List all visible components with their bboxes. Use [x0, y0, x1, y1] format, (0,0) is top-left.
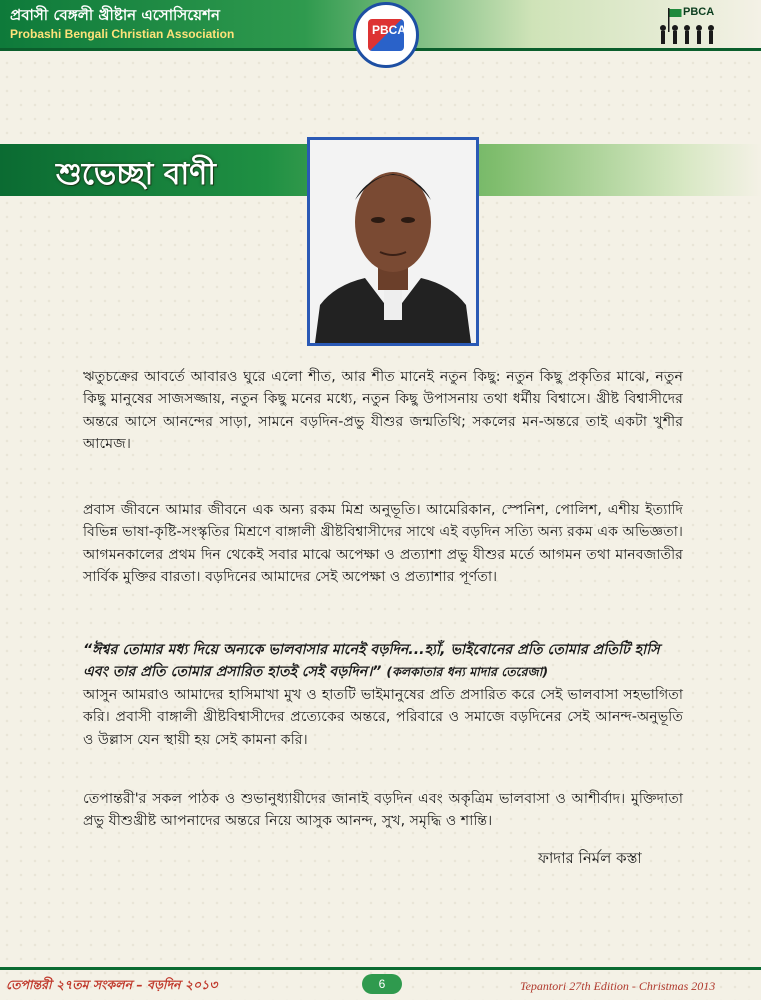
paragraph-3: আসুন আমরাও আমাদের হাসিমাখা মুখ ও হাতটি ভাইমানুষের প্রতি প্রসারিত করে সেই ভালবাসা সহভাগিতা করি। প্রবাসী বাঙ্গালী খ্রীষ্টবিশ্বাসীদের প্রত্যেকের অন্তরে, পরিবারে ও সমাজে বড়দিনের সেই আনন্দ-অনুভূতি ও উল্লাস যেন স্থায়ী হয় সেই কামনা করি। [83, 687, 683, 748]
paragraph-2: প্রবাস জীবনে আমার জীবনে এক অন্য রকম মিশ্র অনুভূতি। আমেরিকান, স্পেনিশ, পোলিশ, এশীয় ইত্যাদি বিভিন্ন ভাষা-কৃষ্টি-সংস্কৃতির মিশ্রণে বাঙ্গালী খ্রীষ্টবিশ্বাসীদের সাথে এই বড়দিন সত্যি অন্য রকম এক অভিজ্ঞতা। আগমনকালের প্রথম দিন থেকেই সবার মাঝে অপেক্ষা ও প্রত্যাশা প্রভু যীশুর মর্তে আগমন তথা মানবজাতীর সার্বিক মুক্তির বারতা। বড়দিনের আমাদের সেই অপেক্ষা ও প্রত্যাশার পূর্ণতা। [83, 502, 683, 585]
paragraph-1: ঋতুচক্রের আবর্তে আবারও ঘুরে এলো শীত, আর শীত মানেই নতুন কিছু: নতুন কিছু প্রকৃতির মাঝে, নতুন কিছু মানুষের সাজসজ্জায়, নতুন কিছু মনের মধ্যে, নতুন কিছু উপাসনায় তথা ধর্মীয় বিশ্বাসে। খ্রীষ্ট বিশ্বাসীদের অন্তরে আসে আনন্দের সাড়া, সামনে বড়দিন-প্রভু যীশুর জন্মতিথি; সকলের মন-অন্তরে তাই একটা খুশীর আমেজ। [83, 369, 683, 452]
org-name-bengali: প্রবাসী বেঙ্গলী খ্রীষ্টান এসোসিয়েশন [10, 6, 220, 24]
portrait-photo [307, 137, 479, 346]
pbca-logo [353, 2, 419, 68]
footer-edition-bengali: তেপান্তরী ২৭তম সংকলন – বড়দিন ২০১৩ [6, 977, 218, 992]
portrait-silhouette [310, 140, 476, 343]
page-title: শুভেচ্ছা বাণী [56, 157, 216, 192]
pbca-badge: PBCA [683, 6, 715, 18]
signature: ফাদার নির্মল কস্তা [538, 849, 642, 867]
paragraph-4: তেপান্তরী'র সকল পাঠক ও শুভানুধ্যায়ীদের জানাই বড়দিন এবং অকৃত্রিম ভালবাসা ও আশীর্বাদ। মুক্তিদাতা প্রভু যীশুখ্রীষ্ট আপনাদের অন্তরে নিয়ে আসুক আনন্দ, সুখ, সমৃদ্ধি ও শান্তি। [83, 791, 683, 830]
quote-block [83, 640, 683, 683]
page-number: 6 [362, 974, 402, 994]
org-name-english: Probashi Bengali Christian Association [10, 27, 235, 41]
footer-divider [0, 967, 761, 970]
footer-edition-english: Tepantori 27th Edition - Christmas 2013 [520, 979, 716, 993]
logo-letters: PBCA [372, 23, 407, 37]
quote-citation: (কলকাতার ধন্য মাদার তেরেজা) [386, 664, 549, 679]
quote-text: “ঈশ্বর তোমার মধ্য দিয়ে অন্যকে ভালবাসার মানেই বড়দিন...হ্যাঁ, ভাইবোনের প্রতি তোমার প্রতিটি হাসি এবং তার প্রতি তোমার প্রসারিত হাতই সেই বড়দিন।” [83, 642, 660, 680]
